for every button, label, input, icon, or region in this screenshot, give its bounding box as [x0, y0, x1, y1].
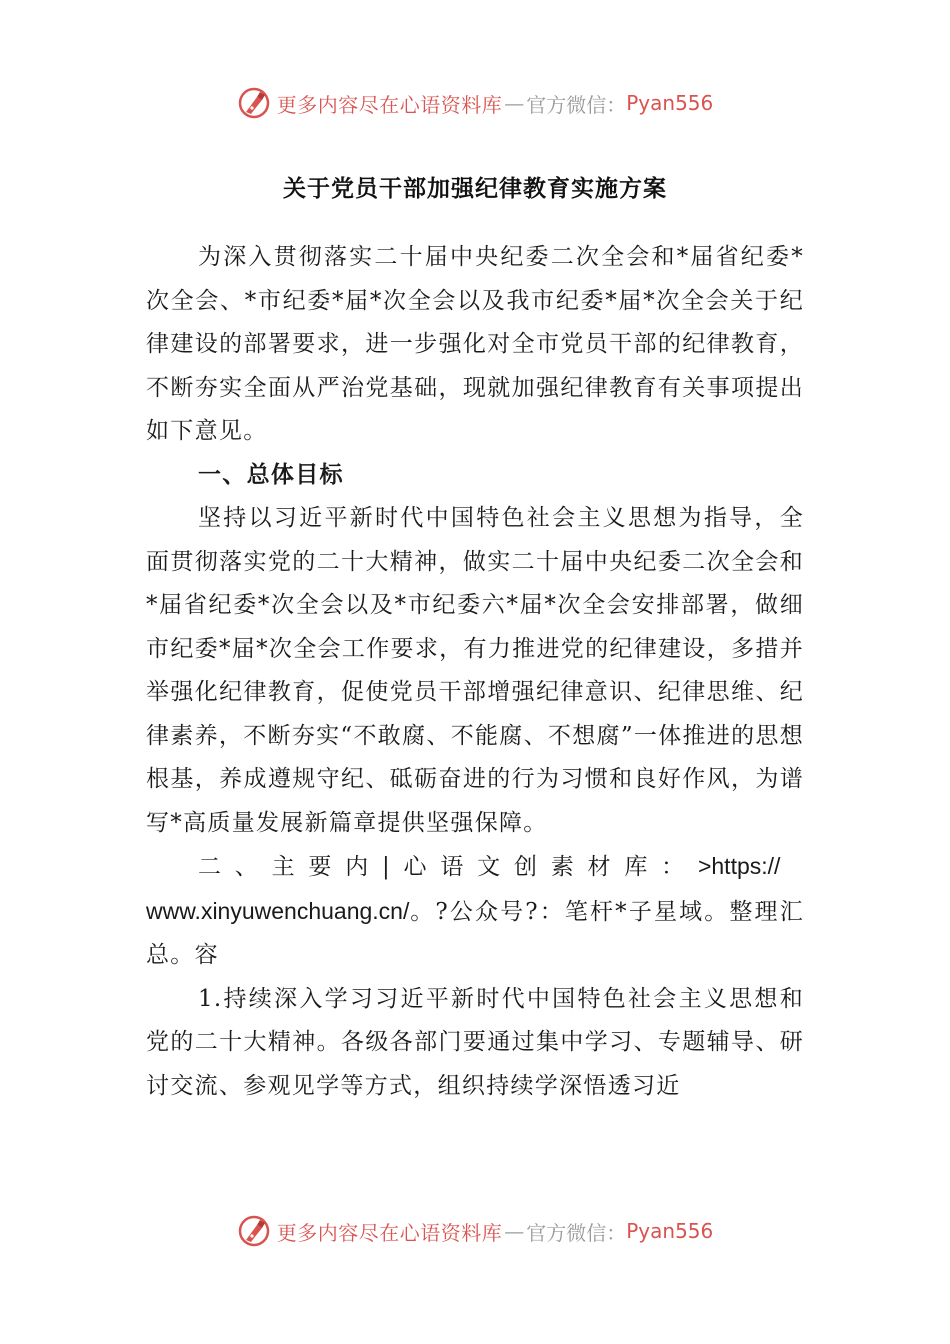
section2-suffix: 。?公众号?：笔杆*子星域。整理汇总。容 [146, 898, 804, 968]
pen-nib-logo-icon [237, 1214, 271, 1248]
brand-text: 更多内容尽在心语资料库 [276, 92, 503, 117]
header-watermark-banner [0, 83, 950, 123]
section1-paragraph: 坚持以习近平新时代中国特色社会主义思想为指导，全面贯彻落实党的二十大精神，做实二十届中央纪委二次全会和*届省纪委*次全会以及*市纪委六*届*次全会安排部署，做细市纪委*届*次全会工作要求，有力推进党的纪律建设，多措并举强化纪律教育，促使党员干部增强纪律意识、纪律思维、纪律素养，不断夯实“不敢腐、不能腐、不想腐”一体推进的思想根基，养成遵规守纪、砥砺奋进的行为习惯和良好作风，为谱写*高质量发展新篇章提供坚强保障。 [146, 505, 804, 836]
wechat-id: Pyan556 [626, 1219, 714, 1243]
section-heading-overall-goal: 一、总体目标 [198, 461, 344, 488]
section2-prefix: 二、主要内|心语文创素材库： [198, 854, 698, 880]
brand-text: 更多内容尽在心语资料库 [276, 1220, 503, 1245]
item1-paragraph: 1.持续深入学习习近平新时代中国特色社会主义思想和党的二十大精神。各级各部门要通过集中学习、专题辅导、研讨交流、参观见学等方式，组织持续学深悟透习近 [146, 985, 804, 1099]
section2-heading-line [146, 845, 804, 890]
pen-nib-logo-icon [237, 86, 271, 120]
section2-continuation [146, 890, 804, 978]
source-url-part-a: >https:// [697, 853, 781, 879]
intro-paragraph: 为深入贯彻落实二十届中央纪委二次全会和*届省纪委*次全会、*市纪委*届*次全会以及我市纪委*届*次全会关于纪律建设的部署要求，进一步强化对全市党员干部的纪律教育，不断夯实全面从严治党基础，现就加强纪律教育有关事项提出如下意见。 [146, 244, 804, 444]
footer-watermark-banner [0, 1211, 950, 1251]
banner-separator: — [504, 1219, 525, 1243]
banner-separator: — [504, 91, 525, 115]
document-body [146, 236, 804, 1108]
wechat-id: Pyan556 [626, 91, 714, 115]
official-wechat-label: 官方微信： [526, 1220, 627, 1245]
document-title: 关于党员干部加强纪律教育实施方案 [283, 176, 667, 202]
official-wechat-label: 官方微信： [526, 92, 627, 117]
source-url-part-b: www.xinyuwenchuang.cn/ [146, 897, 410, 924]
